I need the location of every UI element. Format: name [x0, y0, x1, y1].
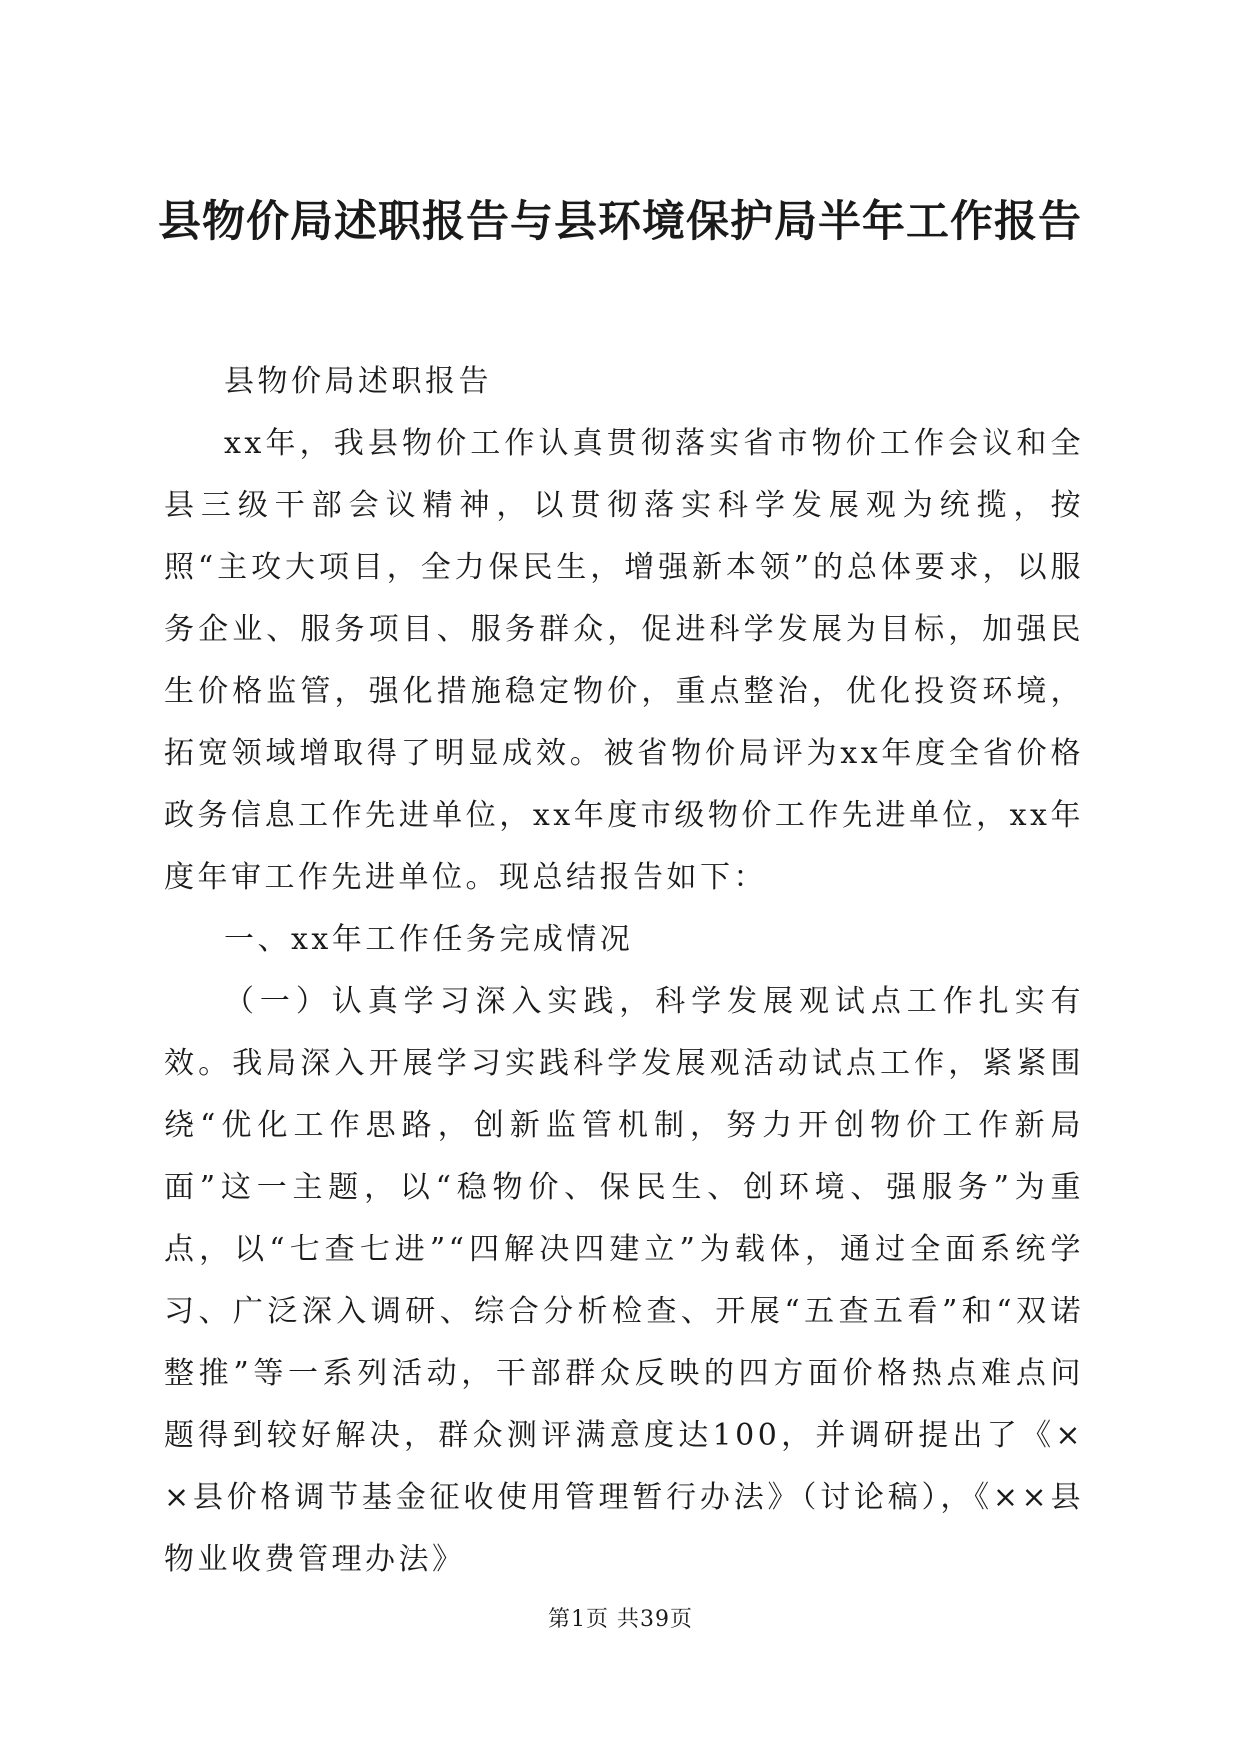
- intro-paragraph: xx年，我县物价工作认真贯彻落实省市物价工作会议和全县三级干部会议精神，以贯彻落实科学发展观为统揽，按照“主攻大项目，全力保民生，增强新本领”的总体要求，以服务企业、服务项目、服务群众，促进科学发展为目标，加强民生价格监管，强化措施稳定物价，重点整治，优化投资环境，拓宽领域增取得了明显成效。被省物价局评为xx年度全省价格政务信息工作先进单位，xx年度市级物价工作先进单位，xx年度年审工作先进单位。现总结报告如下：: [164, 426, 1084, 895]
- part-one-heading: 一、xx年工作任务完成情况: [224, 922, 634, 957]
- document-body: [164, 351, 1084, 1591]
- body-paragraph: （一）认真学习深入实践，科学发展观试点工作扎实有效。我局深入开展学习实践科学发展观活动试点工作，紧紧围绕“优化工作思路，创新监管机制，努力开创物价工作新局面”这一主题，以“稳物价、保民生、创环境、强服务”为重点，以“七查七进”“四解决四建立”为载体，通过全面系统学习、广泛深入调研、综合分析检查、开展“五查五看”和“双诺整推”等一系列活动，干部群众反映的四方面价格热点难点问题得到较好解决，群众测评满意度达100，并调研提出了《××县价格调节基金征收使用管理暂行办法》（讨论稿），《××县物业收费管理办法》: [164, 984, 1084, 1577]
- page-number: 第1页 共39页: [548, 1607, 693, 1632]
- section-heading: 县物价局述职报告: [224, 364, 492, 399]
- document-title: 县物价局述职报告与县环境保护局半年工作报告: [158, 197, 1082, 247]
